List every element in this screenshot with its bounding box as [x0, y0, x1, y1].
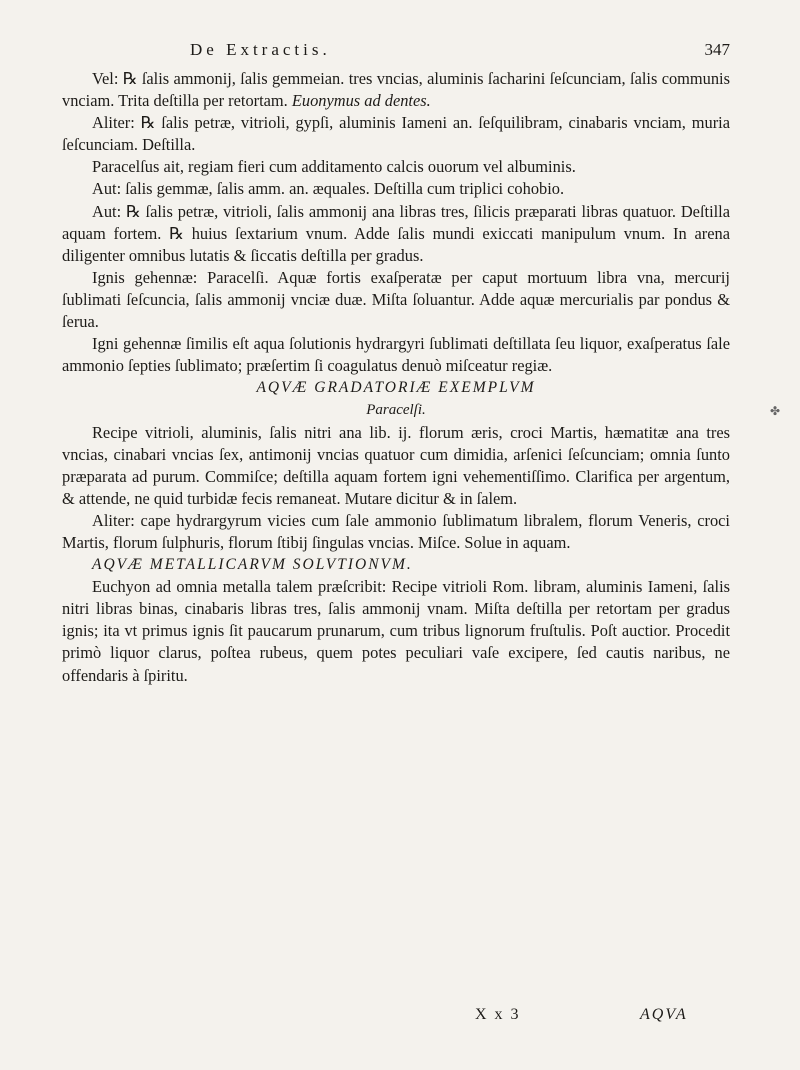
paragraph: Recipe vitrioli, aluminis, ſalis nitri ana lib. ij. florum æris, croci Martis, hæmatitæ ana tres vncias, cinabari vncias ſex, antimonij vncias quatuor cum dimidia, arſenici ſeſcunciam; omnia ſunto præparata ad purum. Commiſce; deſtilla aquam fortem igni vehementiſſimo. Clarifica per argentum, & attende, ne quid turbidæ fecis remaneat. Mutare dicitur & in ſalem.	[62, 422, 730, 508]
paragraph: Aut: ℞ ſalis petræ, vitrioli, ſalis ammonij ana libras tres, ſilicis præparati libras quatuor. Deſtilla aquam fortem. ℞ huius ſextarium vnum. Adde ſalis mundi exiccati manipulum vnum. In arena diligenter omnibus lutatis & ſiccatis deſtilla per gradus.	[62, 201, 730, 265]
paragraph: Ignis gehennæ: Paracelſi. Aquæ fortis exaſperatæ per caput mortuum libra vna, mercurij ſublimati ſeſcuncia, ſalis ammonij vnciæ duæ. Miſta ſoluantur. Adde aquæ mercurialis par pondus & ſerua.	[62, 267, 730, 332]
paragraph: Euchyon ad omnia metalla talem præſcribit: Recipe vitrioli Rom. libram, aluminis Iameni, ſalis nitri libras binas, cinabaris libras tres, ſalis ammonij vnam. Miſta deſtilla per retortam per gradus ignis; ita vt primus ignis ſit paucarum prunarum, cum tribus lignorum fruſtulis. Poſt auctior. Procedit primò liquor clarus, poſtea rubeus, quem potes peculiari vaſe excipere, ſed cautis naribus, ne offendaris à ſpiritu.	[62, 577, 730, 685]
catchword: AQVA	[640, 1006, 688, 1023]
page-number: 347	[704, 40, 730, 59]
recipe-text: Vel: ℞ ſalis ammonij, ſalis gemmeian. tres vncias, aluminis ſacharini ſeſcunciam, ſalis communis vnciam. Trita deſtilla per retortam.	[62, 69, 730, 111]
header-title: De Extractis.	[190, 40, 331, 59]
paragraph: Paracelſus ait, regiam fieri cum additamento calcis ouorum vel albuminis.	[92, 157, 576, 177]
paragraph: Aut: ſalis gemmæ, ſalis amm. an. æquales. Deſtilla cum triplici cohobio.	[92, 179, 565, 199]
margin-mark-icon: ✤	[770, 404, 781, 418]
paragraph: Aliter: ℞ ſalis petræ, vitrioli, gypſi, aluminis Iameni an. ſeſquilibram, cinabaris vnciam, muria ſeſcunciam. Deſtilla.	[62, 113, 730, 155]
paragraph: Aliter: cape hydrargyrum vicies cum ſale ammonio ſublimatum libralem, florum Veneris, croci Martis, florum ſulphuris, florum ſtibij ſingulas vncias. Miſce. Solue in aquam.	[62, 510, 730, 552]
signature-mark: X x 3	[475, 1006, 521, 1023]
section-heading: AQVÆ METALLICARVM SOLVTIONVM.	[92, 556, 413, 574]
section-subheading: Paracelſi.	[366, 402, 426, 419]
section-heading: AQVÆ GRADATORIÆ EXEMPLVM	[256, 379, 536, 397]
body-text	[62, 68, 730, 687]
paragraph: Igni gehennæ ſimilis eſt aqua ſolutionis hydrargyri ſublimati deſtillata ſeu liquor, exaſperatus ſale ammonio ſepties ſublimato; præſertim ſi coagulatus denuò miſceatur regiæ.	[62, 334, 730, 376]
recipe-source: Euonymus ad dentes.	[291, 91, 431, 111]
paragraph	[62, 68, 730, 112]
page-footer	[0, 1006, 800, 1036]
